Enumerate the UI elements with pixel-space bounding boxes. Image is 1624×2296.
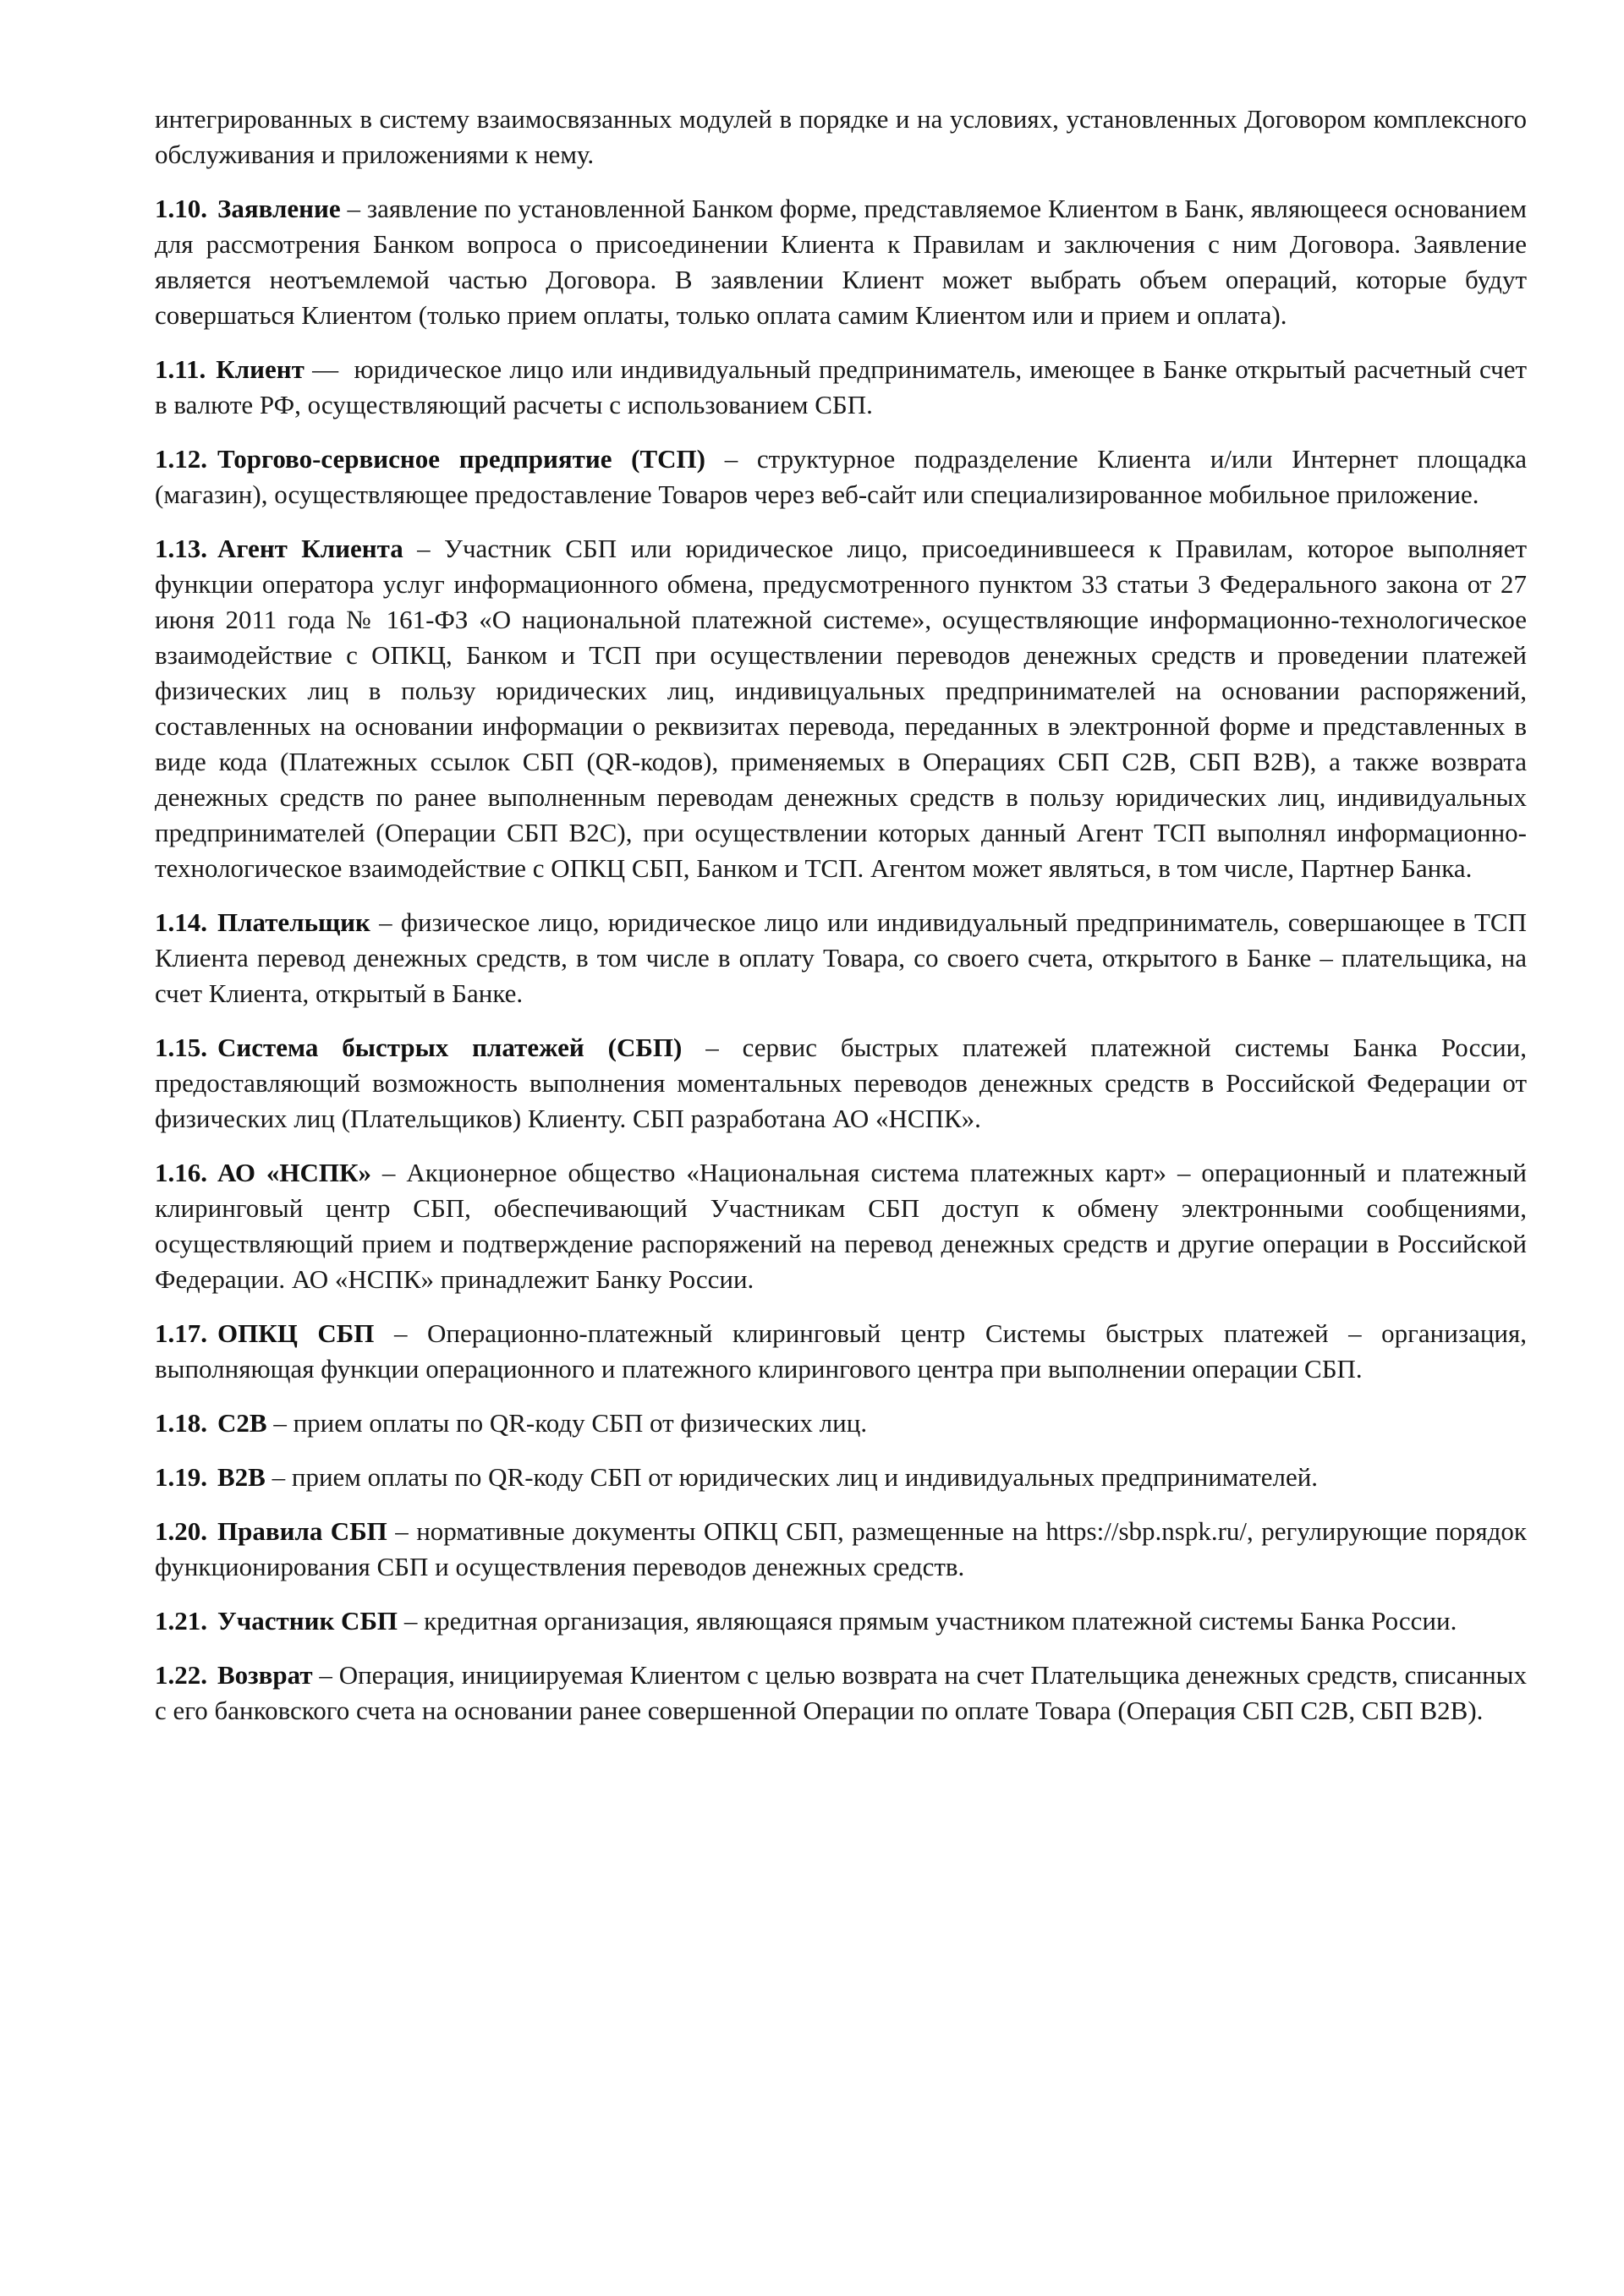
definition-item-1-11 [155, 352, 1527, 423]
definition-item-1-21 [155, 1603, 1527, 1639]
definition-item-1-10 [155, 191, 1527, 333]
item-separator: – [312, 1660, 339, 1690]
item-number: 1.22. [155, 1660, 207, 1690]
item-term: АО «НСПК» [217, 1158, 371, 1187]
item-term: С2В [217, 1408, 267, 1438]
item-separator: — [304, 354, 354, 384]
definition-item-1-22 [155, 1658, 1527, 1729]
definition-item-1-19 [155, 1460, 1527, 1495]
item-separator: – [705, 444, 757, 474]
document-page [155, 101, 1527, 1747]
item-term: Система быстрых платежей (СБП) [217, 1033, 683, 1062]
item-text: кредитная организация, являющаяся прямым участником платежной системы Банка России. [424, 1606, 1457, 1636]
item-number: 1.10. [155, 194, 207, 223]
definition-item-1-12 [155, 441, 1527, 512]
item-number: 1.17. [155, 1318, 207, 1348]
item-term: Торгово-сервисное предприятие (ТСП) [217, 444, 705, 474]
item-text: структурное подразделение Клиента и/или Интернет площадка (магазин), осуществляющее предоставление Товаров через веб-сайт или специализированное мобильное приложение. [155, 444, 1527, 509]
definition-item-1-16 [155, 1155, 1527, 1297]
item-number: 1.12. [155, 444, 207, 474]
definition-item-1-20 [155, 1514, 1527, 1585]
item-text: Операционно-платежный клиринговый центр Системы быстрых платежей – организация, выполняющая функции операционного и платежного клирингового центра при выполнении операции СБП. [155, 1318, 1528, 1384]
item-text: физическое лицо, юридическое лицо или индивидуальный предприниматель, совершающее в ТСП Клиента перевод денежных средств, в том числе в оплату Товара, со своего счета, открытого в Банке – плательщика, на счет Клиента, открытый в Банке. [155, 907, 1527, 1008]
item-separator: – [370, 907, 401, 937]
item-separator: – [370, 1158, 407, 1187]
item-text: прием оплаты по QR-коду СБП от юридических лиц и индивидуальных предпринимателей. [291, 1462, 1319, 1492]
item-number: 1.11. [155, 354, 206, 384]
definition-item-1-13 [155, 531, 1527, 886]
item-separator: – [398, 1606, 425, 1636]
item-text: Акционерное общество «Национальная система платежных карт» – операционный и платежный клиринговый центр СБП, обеспечивающий Участникам СБП доступ к обмену электронными сообщениями, осуществляющий прием и подтверждение распоряжений на перевод денежных средств и другие операции в Российской Федерации. АО «НСПК» принадлежит Банку России. [155, 1158, 1528, 1294]
item-separator: – [403, 534, 445, 563]
definition-item-1-14 [155, 905, 1527, 1011]
item-term: Участник СБП [217, 1606, 398, 1636]
item-number: 1.20. [155, 1516, 207, 1546]
item-text: юридическое лицо или индивидуальный предприниматель, имеющее в Банке открытый расчетный счет в валюте РФ, осуществляющий расчеты с использованием СБП. [155, 354, 1527, 419]
item-text: Участник СБП или юридическое лицо, присоединившееся к Правилам, которое выполняет функции оператора услуг информационного обмена, предусмотренного пунктом 33 статьи 3 Федерального закона от 27 июня 2011 года № 161-ФЗ «О национальной платежной системе», осуществляющие информационно-технологическое взаимодействие с ОПКЦ, Банком и ТСП при осуществлении переводов денежных средств и проведении платежей физических лиц в пользу юридических лиц, индивицуальных предпринимателей на основании распоряжений, составленных на основании информации о реквизитах перевода, переданных в электронной форме и представленных в виде кода (Платежных ссылок СБП (QR-кодов), применяемых в Операциях СБП С2В, СБП В2В), а также возврата денежных средств по ранее выполненным переводам денежных средств в пользу юридических лиц, индивидуальных предпринимателей (Операции СБП В2С), при осуществлении которых данный Агент ТСП выполнял информационно-технологическое взаимодействие с ОПКЦ СБП, Банком и ТСП. Агентом может являться, в том числе, Партнер Банка. [155, 534, 1527, 883]
item-number: 1.14. [155, 907, 207, 937]
item-text: сервис быстрых платежей платежной системы Банка России, предоставляющий возможность выполнения моментальных переводов денежных средств в Российской Федерации от физических лиц (Плательщиков) Клиенту. СБП разработана АО «НСПК». [155, 1033, 1528, 1133]
item-separator: – [374, 1318, 428, 1348]
definition-item-1-17 [155, 1316, 1527, 1387]
item-separator: – [265, 1462, 292, 1492]
continuation-paragraph: интегрированных в систему взаимосвязанных модулей в порядке и на условиях, установленных Договором комплексного обслуживания и приложениями к нему. [155, 104, 1527, 169]
item-term: Возврат [217, 1660, 313, 1690]
item-term: Правила СБП [217, 1516, 387, 1546]
item-separator: – [340, 194, 367, 223]
item-term: Клиент [216, 354, 304, 384]
item-number: 1.21. [155, 1606, 207, 1636]
item-term: Плательщик [217, 907, 370, 937]
item-separator: – [266, 1408, 294, 1438]
item-term: ОПКЦ СБП [217, 1318, 375, 1348]
definition-item-1-15 [155, 1030, 1527, 1137]
item-separator: – [387, 1516, 417, 1546]
item-term: В2В [217, 1462, 266, 1492]
definition-item-1-18 [155, 1406, 1527, 1441]
item-text: заявление по установленной Банком форме, представляемое Клиентом в Банк, являющееся основанием для рассмотрения Банком вопроса о присоединении Клиента к Правилам и заключения с ним Договора. Заявление является неотъемлемой частью Договора. В заявлении Клиент может выбрать объем операций, которые будут совершаться Клиентом (только прием оплаты, только оплата самим Клиентом или и прием и оплата). [155, 194, 1527, 330]
item-text: прием оплаты по QR-коду СБП от физических лиц. [293, 1408, 868, 1438]
item-number: 1.13. [155, 534, 207, 563]
item-text: нормативные документы ОПКЦ СБП, размещенные на https://sbp.nspk.ru/, регулирующие порядок функционирования СБП и осуществления переводов денежных средств. [155, 1516, 1527, 1581]
item-number: 1.18. [155, 1408, 207, 1438]
item-text: Операция, инициируемая Клиентом с целью возврата на счет Плательщика денежных средств, списанных с его банковского счета на основании ранее совершенной Операции по оплате Товара (Операция СБП С2В, СБП В2В). [155, 1660, 1527, 1725]
item-term: Заявление [217, 194, 341, 223]
item-term: Агент Клиента [217, 534, 403, 563]
item-separator: – [682, 1033, 743, 1062]
item-number: 1.19. [155, 1462, 207, 1492]
item-number: 1.15. [155, 1033, 207, 1062]
item-number: 1.16. [155, 1158, 207, 1187]
